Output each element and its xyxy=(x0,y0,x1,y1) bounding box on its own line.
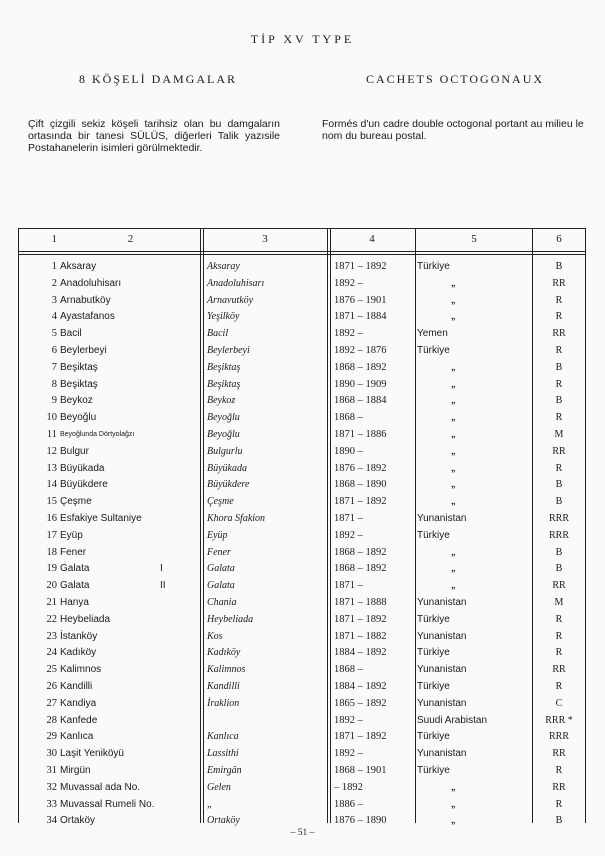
row-number: 11 xyxy=(46,429,57,440)
usage-period: 1868 – 1892 xyxy=(334,546,387,558)
table-row xyxy=(19,527,585,544)
rarity: RR xyxy=(552,748,566,760)
office-name-tr: Mirgün xyxy=(60,765,91,776)
office-name-current: Gelen xyxy=(207,781,231,793)
table-row xyxy=(19,812,585,829)
description-fr: Formés d'un cadre double octogonal portant au milieu le nom du bureau postal. xyxy=(322,118,584,142)
row-number: 13 xyxy=(46,462,57,474)
rarity: R xyxy=(555,294,563,306)
country: Türkiye xyxy=(417,261,450,272)
table-row xyxy=(19,443,585,460)
usage-period: 1865 – 1892 xyxy=(334,697,387,709)
usage-period: 1868 – xyxy=(334,664,363,676)
office-name-current: Lassithi xyxy=(207,748,239,760)
country: „ xyxy=(451,546,456,557)
office-name-tr: Beşiktaş xyxy=(60,361,98,373)
country: Yunanistan xyxy=(417,664,467,676)
row-number: 8 xyxy=(51,378,57,390)
row-number: 9 xyxy=(51,395,57,407)
rarity: R xyxy=(555,462,563,474)
usage-period: 1868 – xyxy=(334,412,363,424)
table-row xyxy=(19,544,585,561)
rarity: RR xyxy=(552,328,566,340)
rarity: RR xyxy=(552,580,566,592)
office-name-current: Bacil xyxy=(207,328,229,340)
rarity: R xyxy=(555,681,563,692)
office-name-tr: Ayastafanos xyxy=(60,311,115,323)
country: „ xyxy=(451,277,456,288)
rarity: B xyxy=(555,261,563,272)
usage-period: 1868 – 1901 xyxy=(334,765,387,776)
usage-period: 1868 – 1884 xyxy=(334,395,387,407)
table-row xyxy=(19,476,585,493)
row-number: 25 xyxy=(46,664,57,676)
rarity: RR xyxy=(552,277,566,289)
table-row xyxy=(19,712,585,729)
office-name-current: Beşiktaş xyxy=(207,378,241,390)
table-row xyxy=(19,644,585,661)
office-name-tr: Kalimnos xyxy=(60,664,102,676)
row-number: 31 xyxy=(46,765,57,776)
office-name-current: İraklion xyxy=(207,697,240,709)
office-name-current: „ xyxy=(207,798,213,810)
rarity: RR xyxy=(552,781,566,793)
section-title-fr: CACHETS OCTOGONAUX xyxy=(365,72,545,86)
table-row xyxy=(19,426,585,443)
rarity: R xyxy=(555,412,563,424)
office-name-current: Fener xyxy=(207,546,231,558)
row-number: 16 xyxy=(46,513,57,524)
table-row xyxy=(19,493,585,510)
office-name-current: Arnavutköy xyxy=(207,294,254,306)
table-row xyxy=(19,292,585,309)
post-office-table xyxy=(18,228,586,827)
usage-period: 1871 – 1888 xyxy=(334,597,387,608)
row-number: 7 xyxy=(51,361,57,373)
office-name-tr: Arnabutköy xyxy=(60,294,111,306)
country: Türkiye xyxy=(417,613,450,625)
table-row xyxy=(19,728,585,745)
country: „ xyxy=(451,798,456,809)
table-row xyxy=(19,560,585,577)
office-name-tr: Esfakiye Sultaniye xyxy=(60,513,142,524)
country: Yunanistan xyxy=(417,597,467,608)
office-name-tr: Laşit Yeniköyü xyxy=(60,748,124,760)
office-name-current: Ortaköy xyxy=(207,815,240,827)
rarity: M xyxy=(554,429,564,440)
office-name-current: Kalimnos xyxy=(207,664,246,676)
col-header-4: 4 xyxy=(369,233,375,245)
row-number: 6 xyxy=(51,345,57,356)
office-name-current: Galata xyxy=(207,563,235,575)
office-name-current: Çeşme xyxy=(207,496,234,508)
rarity: R xyxy=(555,378,563,390)
office-name-current: Beşiktaş xyxy=(207,361,241,373)
rarity: R xyxy=(555,647,563,659)
row-number: 23 xyxy=(46,630,57,642)
table-row xyxy=(19,392,585,409)
col-header-6: 6 xyxy=(556,233,562,245)
row-number: 15 xyxy=(46,496,57,508)
office-name-current: Büyükdere xyxy=(207,479,250,491)
description-tr: Çift çizgili sekiz köşeli tarihsiz olan bu damgaların ortasında bir tanesi SÜLÜS, diğerleri Talik yazısile Postahanelerin isimleri görülmektedir. xyxy=(28,118,280,154)
usage-period: 1871 – 1892 xyxy=(334,261,387,272)
row-number: 26 xyxy=(46,681,57,692)
office-name-tr: Muvassal Rumeli No. xyxy=(60,798,155,810)
rarity: RR xyxy=(552,664,566,676)
country: „ xyxy=(451,479,456,490)
rarity: B xyxy=(555,815,563,827)
rarity: B xyxy=(555,361,563,373)
usage-period: 1892 – xyxy=(334,277,363,289)
usage-period: 1886 – xyxy=(334,798,363,810)
usage-period: 1871 – 1884 xyxy=(334,311,387,323)
usage-period: – 1892 xyxy=(334,781,363,793)
usage-period: 1871 – xyxy=(334,580,363,592)
usage-period: 1871 – 1892 xyxy=(334,496,387,508)
row-number: 2 xyxy=(51,277,57,289)
country: „ xyxy=(451,429,456,439)
table-row xyxy=(19,359,585,376)
office-name-current: Chania xyxy=(207,597,237,608)
table-row xyxy=(19,745,585,762)
row-number: 21 xyxy=(46,597,57,608)
usage-period: 1892 – xyxy=(334,714,363,726)
rarity: C xyxy=(555,697,563,709)
country: Yunanistan xyxy=(417,513,467,524)
country: „ xyxy=(451,462,456,473)
office-name-tr: Kandilli xyxy=(60,681,93,692)
row-number: 29 xyxy=(46,731,57,743)
country: Türkiye xyxy=(417,647,450,659)
office-name-current: Beyoğlu xyxy=(207,412,240,424)
row-number: 20 xyxy=(46,580,57,592)
table-row xyxy=(19,376,585,393)
office-name-tr: Eyüp xyxy=(60,529,83,541)
office-name-tr: Büyükdere xyxy=(60,479,108,491)
usage-period: 1892 – xyxy=(334,529,363,541)
office-name-tr: Beyoğlunda Dörtyolağzı xyxy=(60,431,135,438)
rarity: B xyxy=(555,479,563,491)
table-row xyxy=(19,409,585,426)
office-name-tr: Kanfede xyxy=(60,714,98,726)
country: „ xyxy=(451,412,456,423)
col-header-2: 2 xyxy=(127,233,134,245)
country: Yemen xyxy=(417,328,448,340)
office-name-current: Aksaray xyxy=(207,261,240,272)
usage-period: 1871 – 1882 xyxy=(334,630,387,642)
table-row xyxy=(19,628,585,645)
rarity: R xyxy=(555,613,563,625)
office-name-current: Beylerbeyi xyxy=(207,345,250,356)
office-name-tr: Heybeliada xyxy=(60,613,111,625)
country: „ xyxy=(451,395,456,406)
row-number: 19 xyxy=(46,563,57,575)
table-row xyxy=(19,510,585,527)
country: Türkiye xyxy=(417,731,450,743)
rarity: B xyxy=(555,496,563,508)
row-number: 27 xyxy=(46,697,57,709)
usage-period: 1884 – 1892 xyxy=(334,681,387,692)
usage-period: 1871 – xyxy=(334,513,363,524)
usage-period: 1884 – 1892 xyxy=(334,647,387,659)
table-row xyxy=(19,460,585,477)
office-name-current: Büyükada xyxy=(207,462,247,474)
country: „ xyxy=(451,815,456,826)
office-name-tr: Ortaköy xyxy=(60,815,96,827)
office-name-current: Galata xyxy=(207,580,235,592)
country: „ xyxy=(451,781,456,792)
usage-period: 1892 – xyxy=(334,748,363,760)
country: Yunanistan xyxy=(417,748,467,760)
row-number: 28 xyxy=(46,714,57,726)
office-name-tr: İstanköy xyxy=(60,630,98,642)
row-number: 24 xyxy=(46,647,57,659)
office-name-tr: Beyoğlu xyxy=(60,412,97,424)
office-name-tr: Galata xyxy=(60,580,90,592)
usage-period: 1871 – 1886 xyxy=(334,429,387,440)
usage-period: 1868 – 1892 xyxy=(334,361,387,373)
country: „ xyxy=(451,294,456,305)
row-number: 18 xyxy=(46,546,57,558)
col-header-1: 1 xyxy=(51,233,57,245)
table-row xyxy=(19,678,585,695)
country: „ xyxy=(451,496,456,507)
country: Türkiye xyxy=(417,681,450,692)
country: Türkiye xyxy=(417,345,450,356)
row-number: 17 xyxy=(46,529,57,541)
office-name-current: Khora Sfakion xyxy=(207,513,266,524)
country: Türkiye xyxy=(417,765,450,776)
office-name-current: Anadoluhisarı xyxy=(207,277,265,289)
page-number: – 51 – xyxy=(290,828,315,838)
rarity: M xyxy=(554,597,564,608)
office-name-tr: Hanya xyxy=(60,597,89,608)
office-name-tr: Kanlıca xyxy=(60,731,94,743)
usage-period: 1871 – 1892 xyxy=(334,731,387,743)
country: Suudi Arabistan xyxy=(417,714,488,726)
row-number: 34 xyxy=(46,815,57,827)
rarity: B xyxy=(555,546,563,558)
table-row xyxy=(19,796,585,813)
usage-period: 1876 – 1892 xyxy=(334,462,387,474)
table-row xyxy=(19,577,585,594)
office-name-tr: Çeşme xyxy=(60,496,92,508)
table-row xyxy=(19,258,585,275)
office-name-current: Kos xyxy=(207,630,223,642)
table-row xyxy=(19,779,585,796)
table-row xyxy=(19,325,585,342)
rarity: R xyxy=(555,345,563,356)
rarity: R xyxy=(555,765,563,776)
row-number: 5 xyxy=(51,328,57,340)
row-number: 12 xyxy=(46,445,57,457)
office-name-current: Kanlıca xyxy=(207,731,239,743)
usage-period: 1868 – 1890 xyxy=(334,479,387,491)
rarity: R xyxy=(555,311,563,323)
office-name-tr: Bulgur xyxy=(60,445,89,457)
section-title-tr: 8 KÖŞELİ DAMGALAR xyxy=(79,72,237,86)
table-row xyxy=(19,695,585,712)
office-name-tr: Beykoz xyxy=(60,395,93,407)
office-name-current: Kandilli xyxy=(207,681,240,692)
row-number: 33 xyxy=(46,798,57,810)
table-row xyxy=(19,275,585,292)
usage-period: 1892 – xyxy=(334,328,363,340)
country: „ xyxy=(451,580,456,591)
usage-period: 1876 – 1890 xyxy=(334,815,387,827)
country: Yunanistan xyxy=(417,630,467,642)
office-name-current: Emirgân xyxy=(207,765,242,776)
row-number: 4 xyxy=(51,311,57,323)
office-name-tr: Fener xyxy=(60,546,87,558)
rarity: R xyxy=(555,630,563,642)
table-header xyxy=(19,229,585,252)
usage-period: 1868 – 1892 xyxy=(334,563,387,575)
rarity: R xyxy=(555,798,563,810)
rarity: RR xyxy=(552,445,566,457)
rarity: RRR * xyxy=(545,714,573,726)
usage-period: 1890 – xyxy=(334,445,363,457)
row-number: 3 xyxy=(51,294,57,306)
office-name-tr: Muvassal ada No. xyxy=(60,781,141,793)
office-name-tr: Büyükada xyxy=(60,462,105,474)
row-number: 30 xyxy=(46,748,57,760)
office-name-current: Yeşilköy xyxy=(207,311,240,323)
rarity: B xyxy=(555,563,563,575)
table-row xyxy=(19,611,585,628)
row-number: 32 xyxy=(46,781,57,793)
office-name-current: Kadıköy xyxy=(207,647,241,659)
country: „ xyxy=(451,361,456,372)
col-header-3: 3 xyxy=(262,233,268,245)
country: „ xyxy=(451,311,456,322)
table-row xyxy=(19,308,585,325)
rarity: B xyxy=(555,395,563,407)
table-row xyxy=(19,594,585,611)
usage-period: 1892 – 1876 xyxy=(334,345,387,356)
table-row xyxy=(19,342,585,359)
usage-period: 1871 – 1892 xyxy=(334,613,387,625)
country: „ xyxy=(451,563,456,574)
office-name-tr: Aksaray xyxy=(60,261,97,272)
page-title: TİP XV TYPE xyxy=(250,32,355,46)
rarity: RRR xyxy=(548,529,569,541)
usage-period: 1876 – 1901 xyxy=(334,294,387,306)
country: Yunanistan xyxy=(417,697,467,709)
office-name-tr: Beşiktaş xyxy=(60,378,98,390)
table-row xyxy=(19,661,585,678)
rarity: RRR xyxy=(548,513,569,524)
usage-period: 1890 – 1909 xyxy=(334,378,387,390)
row-number: 14 xyxy=(46,479,57,491)
office-name-current: Heybeliada xyxy=(207,613,254,625)
office-name-tr: Kadıköy xyxy=(60,647,97,659)
office-name-tr: Kandiya xyxy=(60,697,97,709)
country: Türkiye xyxy=(417,529,450,541)
country: „ xyxy=(451,378,456,389)
row-number: 1 xyxy=(51,261,57,272)
office-number: I xyxy=(160,563,163,575)
office-name-tr: Bacil xyxy=(60,328,82,340)
rarity: RRR xyxy=(548,731,569,743)
office-name-current: Eyüp xyxy=(207,529,228,541)
office-name-current: Beyoğlu xyxy=(207,429,240,440)
office-name-tr: Anadoluhisarı xyxy=(60,277,122,289)
table-row xyxy=(19,762,585,779)
office-name-tr: Galata xyxy=(60,563,90,575)
office-name-current: Beykoz xyxy=(207,395,236,407)
country: „ xyxy=(451,445,456,456)
office-number: II xyxy=(160,580,166,592)
row-number: 10 xyxy=(46,412,57,424)
office-name-current: Bulgurlu xyxy=(207,445,243,457)
office-name-tr: Beylerbeyi xyxy=(60,345,107,356)
col-header-5: 5 xyxy=(471,233,477,245)
row-number: 22 xyxy=(46,613,57,625)
